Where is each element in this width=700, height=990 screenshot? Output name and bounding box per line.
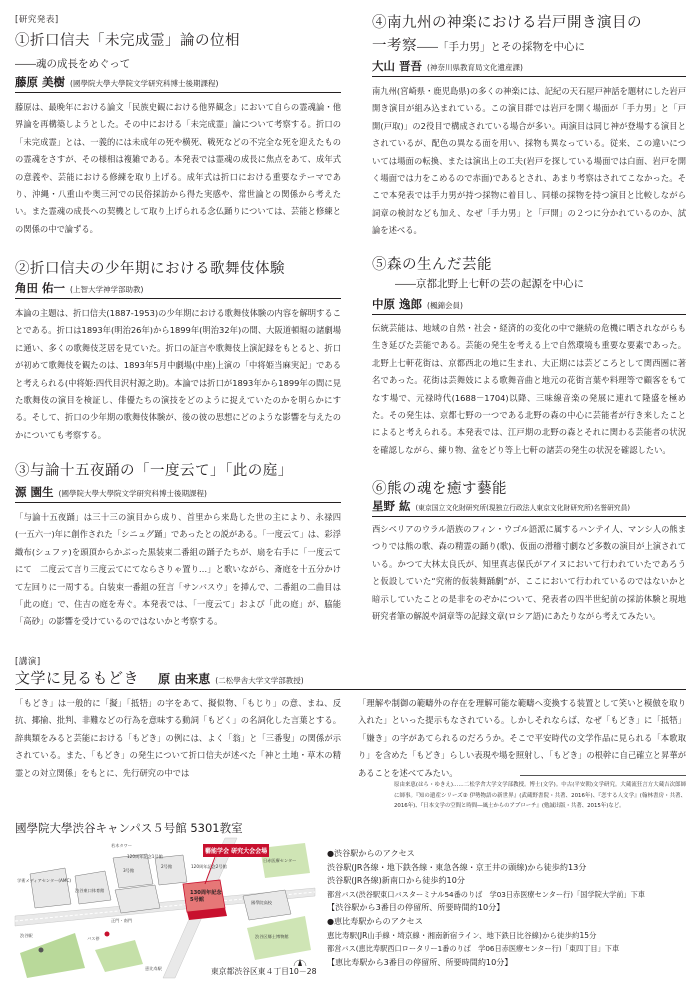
map-label-building-120-2: 120周年記念2号館 bbox=[191, 864, 227, 869]
map-label-building-2: 2号館 bbox=[161, 864, 173, 869]
research-section-label: [研究発表] bbox=[15, 15, 59, 25]
presentation-2-abstract: 本論の主題は、折口信夫(1887-1953)の少年期における歌舞伎体験の内容を解明することである。折口は1893年(明治26年)から1899年(明治32年)の間、大阪道頓堀の諸劇場に通い、多くの歌舞伎芝居を見ていた。折口の証言や歌舞伎上演記録をもとると、折口が初めて歌舞伎を観たのは、1893年5月中劇場(中座)上演の「中将姫当麻実記」であると考えられる(中将姫:四代目沢村源之助)。本論では折口が1893年から1899年の間に見た歌舞伎の演目を検証し、俳優たちの演技をどのように捉えていたのかを明らかにする。そして、折口の少年期の歌舞伎体験が、後の彼の思想にどのような影響を与えたのかについても考察する。 bbox=[15, 308, 341, 440]
access-line: 恵比寿駅(JR山手線・埼京線・湘南新宿ライン、地下鉄日比谷線)から徒歩約15分 bbox=[327, 930, 597, 940]
presentation-6-author-line bbox=[372, 498, 630, 514]
lecture-header bbox=[15, 668, 304, 688]
presentation-4-subtitle: ――「手力男」とその採物を中心に bbox=[417, 41, 585, 53]
map-label-building-1: 120周年記念1号館 bbox=[127, 854, 163, 859]
divider bbox=[372, 516, 686, 517]
presentation-1-subtitle: ――魂の成長をめぐって bbox=[15, 58, 131, 70]
presentation-4-title-line2: 一考察 bbox=[372, 38, 417, 54]
venue-badge: 藝能学会 研究大会会場 bbox=[205, 848, 268, 855]
presentation-2-author: 角田 佑一 bbox=[15, 281, 66, 295]
lecture-section-label: [講演] bbox=[15, 657, 41, 667]
presentation-6-title: ⑥熊の魂を癒す藝能 bbox=[372, 481, 507, 497]
lecture-affiliation: (二松學舎大学文学部教授) bbox=[215, 676, 304, 685]
venue-title: 國學院大學渋谷キャンパス５号館 5301教室 bbox=[15, 821, 243, 835]
presentation-2-affiliation: (上智大学神学部助教) bbox=[70, 285, 144, 294]
divider bbox=[372, 76, 686, 77]
map-label-gym: 渋谷東口体育館 bbox=[75, 888, 105, 893]
presentation-1-affiliation: (國學院大學大學院文学研究科博士後期課程) bbox=[70, 79, 219, 88]
lecture-abstract-right: 「理解や制御の範疇外の存在を理解可能な範疇へ変換する装置として笑いと模倣を取り入れた」といった提示もなされている。しかしそれならば、なぜ「もどき」に「抵牾」「嫌き」の字があてられるのだろうか。そこで平安時代の文学作品に見られる「本歌取り」を含めた「もどき」らしい表現や場を照射し、「もどき」の根幹に自己確立と昇華があることを述べてみたい。 bbox=[358, 698, 686, 778]
map-label-bus-stop: バス停 bbox=[87, 936, 100, 941]
divider bbox=[372, 314, 686, 315]
presentation-5-affiliation: (楓錦会員) bbox=[427, 301, 463, 310]
campus-map bbox=[15, 838, 315, 978]
presentation-1-title: ①折口信夫「未完成霊」論の位相 bbox=[15, 33, 240, 49]
presentation-6-affiliation: (東京国立文化財研究所(現独立行政法人東京文化財研究所)名誉研究員) bbox=[415, 504, 631, 512]
access-line: ●渋谷駅からのアクセス bbox=[327, 848, 415, 858]
building-5-label: 130周年記念5号館 bbox=[190, 890, 222, 903]
presentation-3-title: ③与論十五夜踊の「一度云て」「此の庭」 bbox=[15, 463, 293, 479]
lecture-author: 原 由来恵 bbox=[158, 672, 211, 686]
map-label-wakagi-tower: 若木タワー bbox=[111, 843, 132, 848]
divider bbox=[15, 92, 341, 93]
presentation-4-author-line bbox=[372, 58, 523, 74]
lecture-title: 文学に見るもどき bbox=[15, 669, 140, 687]
presentation-4-author: 大山 晋吾 bbox=[372, 59, 423, 73]
presentation-1-author-line bbox=[15, 74, 218, 90]
presentation-5-title: ⑤森の生んだ芸能 bbox=[372, 257, 492, 273]
presentation-3-affiliation: (國學院大學大學院文学研究科博士後期課程) bbox=[58, 489, 207, 498]
presentation-4-abstract: 南九州(宮崎県・鹿児島県)の多くの神楽には、記紀の天石屋戸神話を題材にした岩戸開き演目が組み込まれている。この演目群では岩戸を開く場面が「手力男」と「戸開(戸取)」の2役目で構成されている場合が多い。両演目は同じ神が登場する演目とされているが、配色の異なる面を用い、採物も異なっている。従来、この違いについては場面の転換、または演出上の工夫(岩戸を探している場面では白面、岩戸を開く場面では力をこめるので赤面)であるとされ、あまり考察はされてこなかった。そこで本発表では手力男が持つ採物に着目し、同様の採物を持つ演目と比較しながら詞章の検討なども加え、なぜ「手力男」と「戸開」の２つに分かれているのか、試論を述べる。 bbox=[372, 86, 686, 236]
presentation-6-author: 星野 紘 bbox=[372, 499, 411, 513]
venue-address: 東京都渋谷区東４丁目10－28 bbox=[211, 967, 317, 976]
map-label-building-3: 3号館 bbox=[123, 868, 135, 873]
lecturer-profile: 原由来恵(はら・ゆきえ)……二松学舎大学文学部教授。博士(文学)。中古(平安朝)文学研究。大蔵流狂言方大蔵吉次郎師に師事。『知の遺産シリーズ② 伊勢物語の新世界』(武蔵野書院・共著、2016年)、『恋する人文学』(翰林書房・共著、2016年)、『日本文学の空間と時間―風土からのアプローチ』(勉誠出版・共著、2015年)など。 bbox=[394, 782, 686, 809]
presentation-5-abstract: 伝統芸能は、地域の自然・社会・経済的の変化の中で継続の危機に晒されながらも生き延びた芸能である。芸能の発生を考える上で自然環境も重要な要素であった。北野上七軒花街は、京都西北の地に生まれ、大正期には芸どころとして関西圏に著名であった。花街は芸舞妓による歌舞音曲と地元の花街言葉や料理等で顧客をもてなす場で、元禄時代(1688－1704)以降、三味線音楽の発展に連れて隆盛を極めた。その発生は、京都七野の一つである北野の森の中心に芸能者が行き来したことによると考えられる。本発表では、江戸期の北野の森とそれに関わる芸能者の状況を確認しながら、練り物、盆をどり等上七軒の諸芸の発生の状況を確認したい。 bbox=[372, 323, 686, 455]
access-line: 都営バス(渋谷駅東口バスターミナル54番のりば 学03日赤医療センター行)「国学院大学前」下車 bbox=[327, 889, 645, 899]
presentation-3-abstract: 「与論十五夜踊」は三十三の演目から成り、首里から来島した世の主により、永禄四(一五六一)年に創作された「シニュグ踊」であったとの説がある。「一度云て」は、彩浮織布(シュファ)を頭頂からかぶった黒装束二番組の踊子たちが、扇を右手に「一度云てにて 二度云て言り三度云てにてならさりゃ置り…」と歌いながら、斎庭を十五分かけて左回りに一周する。白装束一番組の狂言「サンバスウ」を挿んで、二番組の二曲目は「此の庭」で、住吉の庭を寿ぐ。本発表では、「一度云て」および「此の庭」が、脇能「高砂」の影響を受けているのではないかと考察する。 bbox=[15, 512, 341, 627]
access-line: 渋谷駅(JR各線)新南口から徒歩約10分 bbox=[327, 875, 465, 886]
presentation-4-affiliation: (神奈川県教育局文化遺産課) bbox=[427, 63, 523, 72]
presentation-4-title-line2-wrap bbox=[372, 35, 585, 56]
access-info bbox=[327, 847, 645, 969]
presentation-2-title: ②折口信夫の少年期における歌舞伎体験 bbox=[15, 261, 285, 277]
access-line: 【渋谷駅から3番目の停留所、所要時間約10分】 bbox=[327, 902, 505, 913]
map-label-museum: 渋谷区郷土博物館 bbox=[255, 934, 289, 939]
map-label-high-school: 國學院高校 bbox=[251, 900, 272, 905]
access-line: 【恵比寿駅から3番目の停留所、所要時間約10分】 bbox=[327, 956, 513, 967]
divider bbox=[15, 689, 686, 690]
presentation-1-abstract: 藤原は、最晩年における論文「民族史観における他界観念」において自らの霊魂論・他界論を再構築しようとした。その中における「未完成霊」論について考察する。折口の「未完成霊」とは、一義的には未成年の死や横死、戦死などの不完全な死を迎えたものの霊魂をさすが、その様相は複雑である。本発表では霊魂の成長に焦点をあて、成年式の意義や、芸能における修練を取り上げる。成年式は折口における重要なテーマであり、沖縄・八重山や奥三河での民俗採訪から得た実感や、常世論との関係から考えたい。また霊魂の成長への契機として取り上げられる念仏踊りについては、芸能と修練との関係の中で論ずる。 bbox=[15, 102, 341, 234]
presentation-5-subtitle: ――京都北野上七軒の芸の起源を中心に bbox=[395, 278, 584, 290]
presentation-2-author-line bbox=[15, 280, 143, 296]
access-line: 渋谷駅(JR各線・地下鉄各線・東急各線・京王井の頭線)から徒歩約13分 bbox=[327, 861, 587, 872]
access-line: ●恵比寿駅からのアクセス bbox=[327, 915, 423, 926]
presentation-5-author-line bbox=[372, 296, 463, 312]
presentation-3-author-line bbox=[15, 484, 207, 500]
map-label-shibuya: 渋谷駅 bbox=[20, 933, 33, 938]
presentation-1-author: 藤原 美樹 bbox=[15, 75, 66, 89]
presentation-5-author: 中原 逸郎 bbox=[372, 297, 423, 311]
divider bbox=[15, 298, 341, 299]
map-label-main-gate: 正門・南門 bbox=[111, 918, 132, 923]
presentation-3-author: 源 園生 bbox=[15, 485, 54, 499]
divider bbox=[15, 502, 341, 503]
access-line: 都営バス(恵比寿駅西口ロータリー1番のりば 学06日赤医療センター行)「東四丁目」下車 bbox=[327, 944, 620, 954]
presentation-6-abstract: 西シベリアのウラル語族のフィン・ウゴル語派に属するハンテイ人、マンシ人の熊まつりでは熊の歌、森の精霊の踊り(歌)、仮面の滑稽寸劇など多数の演目が上演されている。かつて大林太良氏が、知里真志保氏がアイヌにおいて行われていたであろうと仮設していた“究術的仮装舞踊劇”が、ここにおいて行われているのではないかと暗示していたことの是非をのぞかについて、発表者の四半世紀前の採訪体験と現地研究者筆の解説や詞章等の記録文章(ロシア語)にあたりながら考えてみたい。 bbox=[372, 524, 686, 622]
map-label-ebisu: 恵比寿駅 bbox=[145, 966, 162, 971]
map-label-amc: 学術メディアセンター(AMC) bbox=[17, 878, 72, 883]
divider bbox=[520, 775, 686, 776]
map-label-red-cross: 日赤医療センター bbox=[263, 858, 297, 863]
lecture-abstract-left: 「もどき」は一般的に「擬」「抵牾」の字をあて、擬似物、「もじり」の意、まね、反抗、揶揄、批判、非難などの行為を意味する動詞「もどく」の名詞化した言葉とする。辞典類をみると芸能における「もどき」の例には、よく「翁」と「三番叟」の関係が示されている。また、「もどき」の発生について折口信夫が述べた「神と土地・草木の精霊との対立関係」をもとに、先行研究の中では bbox=[15, 698, 341, 778]
presentation-4-title-line1: ④南九州の神楽における岩戸開き演目の bbox=[372, 15, 642, 31]
